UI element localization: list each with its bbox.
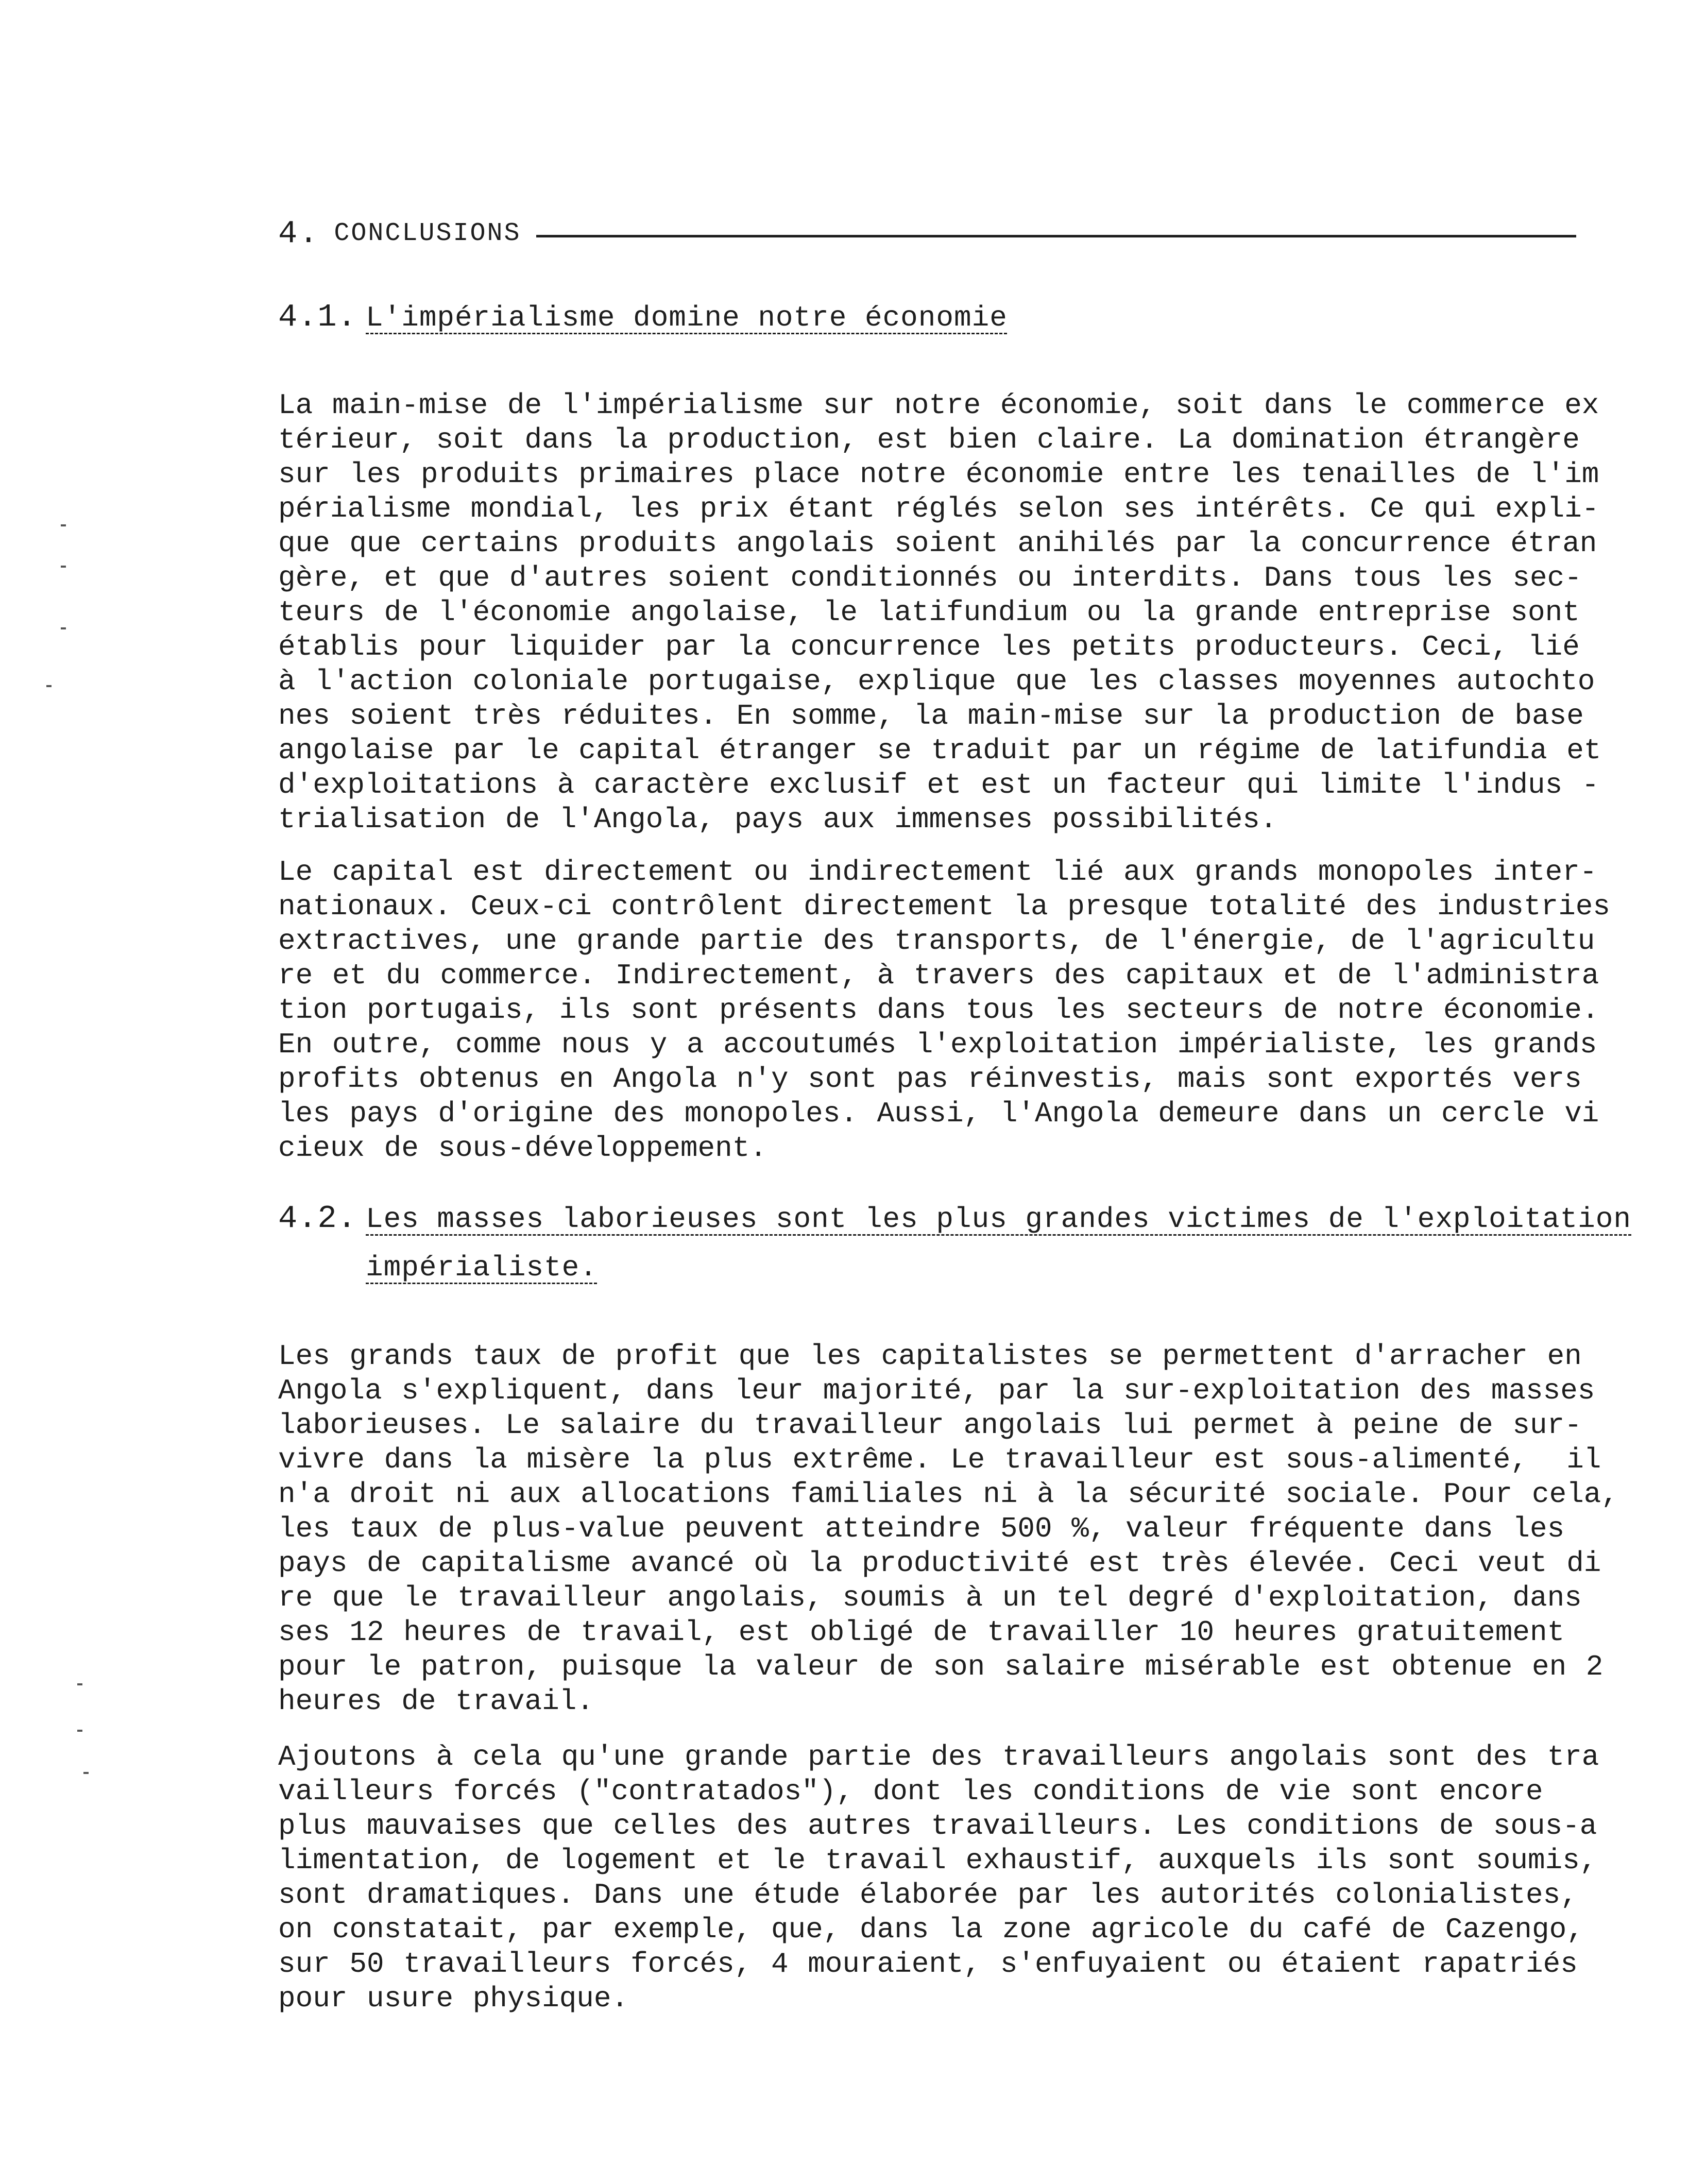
section-number: 4.	[278, 215, 320, 252]
text-line: cieux de sous-développement.	[278, 1132, 767, 1165]
subheading-number: 4.1.	[278, 299, 357, 335]
paragraph-2	[278, 855, 1611, 1166]
text-line: que que certains produits angolais soient anihilés par la concurrence étran	[278, 527, 1597, 560]
text-line: nes soient très réduites. En somme, la main-mise sur la production de base	[278, 699, 1584, 732]
text-line: nationaux. Ceux-ci contrôlent directement la presque totalité des industries	[278, 890, 1611, 923]
text-line: re que le travailleur angolais, soumis à un tel degré d'exploitation, dans	[278, 1581, 1582, 1614]
text-line: vivre dans la misère la plus extrême. Le travailleur est sous-alimenté, il	[278, 1443, 1601, 1476]
text-line: Le capital est directement ou indirectement lié aux grands monopoles inter-	[278, 856, 1597, 889]
margin-mark	[46, 685, 52, 687]
text-line: les pays d'origine des monopoles. Aussi, l'Angola demeure dans un cercle vi	[278, 1097, 1599, 1130]
margin-mark	[77, 1730, 82, 1732]
paragraph-3	[278, 1339, 1619, 1719]
text-line: n'a droit ni aux allocations familiales ni à la sécurité sociale. Pour cela,	[278, 1478, 1619, 1511]
text-line: Ajoutons à cela qu'une grande partie des travailleurs angolais sont des tra	[278, 1741, 1599, 1773]
subheading-title: L'impérialisme domine notre économie	[366, 301, 1008, 334]
text-line: sur 50 travailleurs forcés, 4 mouraient, s'enfuyaient ou étaient rapatriés	[278, 1948, 1578, 1981]
text-line: trialisation de l'Angola, pays aux immenses possibilités.	[278, 803, 1277, 836]
text-line: gère, et que d'autres soient conditionnés ou interdits. Dans tous les sec-	[278, 561, 1582, 594]
text-line: tion portugais, ils sont présents dans tous les secteurs de notre économie.	[278, 994, 1599, 1027]
subheading-title: Les masses laborieuses sont les plus grandes victimes de l'exploitation	[366, 1203, 1631, 1236]
subheading-4-1	[278, 299, 1008, 336]
text-line: périalisme mondial, les prix étant réglés selon ses intérêts. Ce qui expli-	[278, 492, 1599, 525]
section-title: CONCLUSIONS	[334, 218, 521, 248]
text-line: Angola s'expliquent, dans leur majorité, par la sur-exploitation des masses	[278, 1374, 1595, 1407]
text-line: établis pour liquider par la concurrence les petits producteurs. Ceci, lié	[278, 630, 1580, 663]
margin-mark	[61, 524, 66, 526]
text-line: laborieuses. Le salaire du travailleur angolais lui permet à peine de sur-	[278, 1409, 1582, 1442]
text-line: vailleurs forcés ("contratados"), dont les conditions de vie sont encore	[278, 1775, 1543, 1808]
heading-rule	[536, 235, 1576, 237]
text-line: profits obtenus en Angola n'y sont pas réinvestis, mais sont exportés vers	[278, 1063, 1582, 1096]
margin-mark	[77, 1683, 82, 1685]
text-line: La main-mise de l'impérialisme sur notre économie, soit dans le commerce ex	[278, 389, 1599, 422]
text-line: pays de capitalisme avancé où la productivité est très élevée. Ceci veut di	[278, 1547, 1601, 1580]
text-line: à l'action coloniale portugaise, explique que les classes moyennes autochto	[278, 665, 1595, 698]
text-line: sont dramatiques. Dans une étude élaborée par les autorités colonialistes,	[278, 1879, 1578, 1912]
text-line: pour le patron, puisque la valeur de son salaire misérable est obtenue en 2	[278, 1650, 1603, 1683]
text-line: sur les produits primaires place notre économie entre les tenailles de l'im	[278, 458, 1599, 491]
text-line: d'exploitations à caractère exclusif et est un facteur qui limite l'indus -	[278, 769, 1599, 801]
paragraph-4	[278, 1740, 1597, 2016]
margin-mark	[83, 1772, 89, 1774]
text-line: Les grands taux de profit que les capitalistes se permettent d'arracher en	[278, 1340, 1582, 1373]
subheading-4-2	[278, 1200, 1631, 1286]
text-line: on constatait, par exemple, que, dans la zone agricole du café de Cazengo,	[278, 1913, 1584, 1946]
subheading-number: 4.2.	[278, 1200, 357, 1237]
text-line: les taux de plus-value peuvent atteindre 500 %, valeur fréquente dans les	[278, 1512, 1565, 1545]
margin-mark	[61, 566, 66, 568]
margin-mark	[61, 627, 66, 629]
section-heading	[278, 215, 1576, 251]
subheading-title-continued: impérialiste.	[366, 1251, 598, 1284]
text-line: heures de travail.	[278, 1685, 594, 1718]
paragraph-1	[278, 388, 1601, 837]
text-line: extractives, une grande partie des transports, de l'énergie, de l'agricultu	[278, 925, 1595, 958]
text-line: En outre, comme nous y a accoutumés l'exploitation impérialiste, les grands	[278, 1028, 1597, 1061]
text-line: teurs de l'économie angolaise, le latifundium ou la grande entreprise sont	[278, 596, 1580, 629]
text-line: plus mauvaises que celles des autres travailleurs. Les conditions de sous-a	[278, 1810, 1597, 1842]
text-line: re et du commerce. Indirectement, à travers des capitaux et de l'administra	[278, 959, 1599, 992]
text-line: térieur, soit dans la production, est bien claire. La domination étrangère	[278, 423, 1580, 456]
text-line: pour usure physique.	[278, 1982, 629, 2015]
text-line: angolaise par le capital étranger se traduit par un régime de latifundia et	[278, 734, 1601, 767]
text-line: limentation, de logement et le travail exhaustif, auxquels ils sont soumis,	[278, 1844, 1597, 1877]
text-line: ses 12 heures de travail, est obligé de travailler 10 heures gratuitement	[278, 1616, 1565, 1649]
